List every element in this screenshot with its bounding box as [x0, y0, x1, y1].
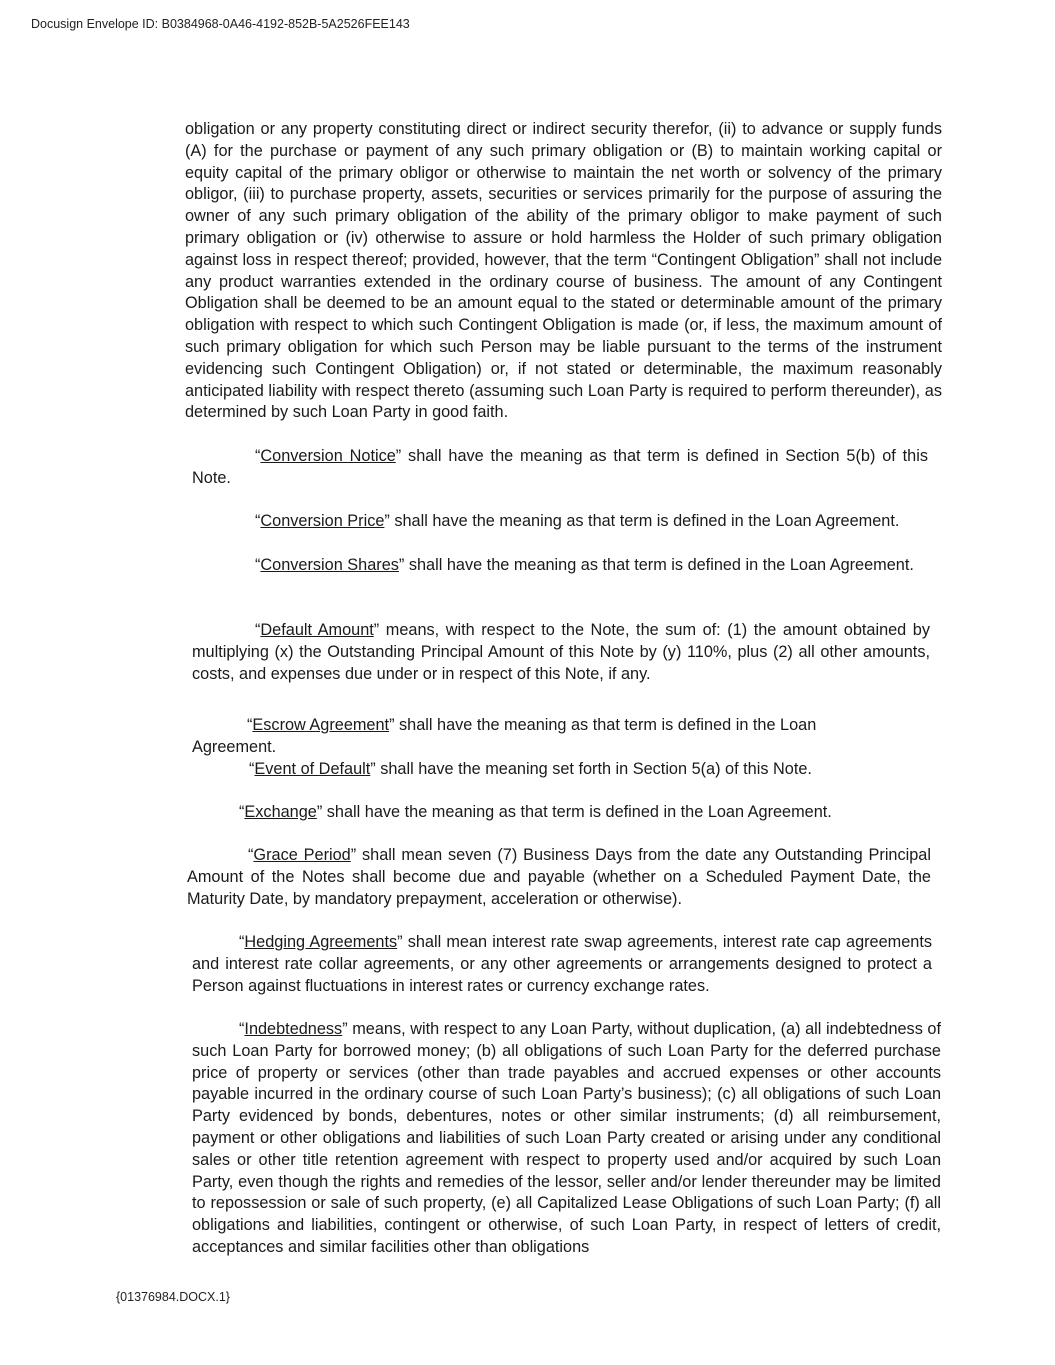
- defined-term: Conversion Notice: [260, 447, 396, 465]
- definition-conversion-price: “Conversion Price” shall have the meaning as that term is defined in the Loan Agreement.: [255, 512, 900, 530]
- document-body: [185, 119, 942, 424]
- defined-term: Event of Default: [254, 760, 371, 778]
- defined-term: Conversion Price: [260, 512, 385, 530]
- definition-text: ” shall have the meaning as that term is defined in Section 5(b) of this Note.: [192, 447, 928, 487]
- definition-text: ” shall have the meaning as that term is defined in the Loan Agreement.: [398, 556, 914, 574]
- intro-paragraph: obligation or any property constituting direct or indirect security therefor, (ii) to advance or supply funds (A) for the purchase or payment of any such primary obligation or (B) to maintain working capital or equity capital of the primary obligor or otherwise to maintain the net worth or solvency of the primary obligor, (iii) to purchase property, assets, securities or services primarily for the purpose of assuring the owner of any such primary obligation of the ability of the primary obligor to make payment of such primary obligation or (iv) otherwise to assure or hold harmless the Holder of such primary obligation against loss in respect thereof; provided, however, that the term “Contingent Obligation” shall not include any product warranties extended in the ordinary course of business. The amount of any Contingent Obligation shall be deemed to be an amount equal to the stated or determinable amount of the primary obligation with respect to which such Contingent Obligation is made (or, if less, the maximum amount of such primary obligation for which such Person may be liable pursuant to the terms of the instrument evidencing such Contingent Obligation) or, if not stated or determinable, the maximum reasonably anticipated liability with respect thereto (assuming such Loan Party is required to perform thereunder), as determined by such Loan Party in good faith.: [185, 120, 942, 422]
- definition-text: ” shall mean seven (7) Business Days from the date any Outstanding Principal Amount of the Notes shall become due and payable (whether on a Scheduled Payment Date, the Maturity Date, by mandatory prepayment, acceleration or otherwise).: [187, 846, 931, 908]
- envelope-id: Docusign Envelope ID: B0384968-0A46-4192-852B-5A2526FEE143: [31, 17, 410, 31]
- defined-term: Conversion Shares: [260, 556, 399, 574]
- definition-text: ” means, with respect to any Loan Party, without duplication, (a) all indebtedness of such Loan Party for borrowed money; (b) all obligations of such Loan Party for the deferred purchase price of property or services (other than trade payables and accrued expenses or other accounts payable incurred in the ordinary course of such Loan Party’s business); (c) all obligations of such Loan Party evidenced by bonds, debentures, notes or other similar instruments; (d) all reimbursement, payment or other obligations and liabilities of such Loan Party created or arising under any conditional sales or other title retention agreement with respect to property used and/or acquired by such Loan Party, even though the rights and remedies of the lessor, seller and/or lender thereunder may be limited to repossession or sale of such property, (e) all Capitalized Lease Obligations of such Loan Party; (f) all obligations and liabilities, contingent or otherwise, of such Loan Party, in respect of letters of credit, acceptances and similar facilities other than obligations: [192, 1020, 941, 1256]
- document-reference: {01376984.DOCX.1}: [116, 1290, 230, 1304]
- defined-term: Grace Period: [253, 846, 351, 864]
- defined-term: Default Amount: [260, 621, 374, 639]
- definition-hedging-agreements: “Hedging Agreements” shall mean interest rate swap agreements, interest rate cap agreements and interest rate collar agreements, or any other agreements or arrangements designed to protect a Person against fluctuations in interest rates or currency exchange rates.: [192, 933, 932, 995]
- definition-grace-period: “Grace Period” shall mean seven (7) Business Days from the date any Outstanding Principal Amount of the Notes shall become due and payable (whether on a Scheduled Payment Date, the Maturity Date, by mandatory prepayment, acceleration or otherwise).: [187, 846, 931, 908]
- definition-conversion-shares: “Conversion Shares” shall have the meaning as that term is defined in the Loan Agreement.: [255, 556, 914, 574]
- definition-text: ” shall have the meaning as that term is defined in the Loan Agreement.: [384, 512, 900, 530]
- defined-term: Escrow Agreement: [252, 716, 390, 734]
- definition-text: ” shall mean interest rate swap agreements, interest rate cap agreements and interest rate collar agreements, or any other agreements or arrangements designed to protect a Person against fluctuations in interest rates or currency exchange rates.: [192, 933, 932, 995]
- definition-escrow-agreement: “Escrow Agreement” shall have the meaning as that term is defined in the Loan Agreement.: [192, 716, 817, 756]
- definition-default-amount: “Default Amount” means, with respect to the Note, the sum of: (1) the amount obtained by multiplying (x) the Outstanding Principal Amount of this Note by (y) 110%, plus (2) all other amounts, costs, and expenses due under or in respect of this Note, if any.: [192, 621, 931, 683]
- definition-text: ” shall have the meaning as that term is defined in the Loan Agreement.: [192, 716, 817, 756]
- definition-text: ” means, with respect to the Note, the sum of: (1) the amount obtained by multiplying (x) the Outstanding Principal Amount of this Note by (y) 110%, plus (2) all other amounts, costs, and expenses due under or in respect of this Note, if any.: [192, 621, 931, 683]
- defined-term: Hedging Agreements: [244, 933, 398, 951]
- definition-text: ” shall have the meaning as that term is defined in the Loan Agreement.: [316, 803, 832, 821]
- defined-term: Exchange: [244, 803, 317, 821]
- definition-conversion-notice: “Conversion Notice” shall have the meaning as that term is defined in Section 5(b) of this Note.: [192, 447, 928, 487]
- definition-event-of-default: “Event of Default” shall have the meaning set forth in Section 5(a) of this Note.: [249, 760, 812, 778]
- definition-text: ” shall have the meaning set forth in Section 5(a) of this Note.: [370, 760, 812, 778]
- definition-indebtedness: “Indebtedness” means, with respect to any Loan Party, without duplication, (a) all indebtedness of such Loan Party for borrowed money; (b) all obligations of such Loan Party for the deferred purchase price of property or services (other than trade payables and accrued expenses or other accounts payable incurred in the ordinary course of such Loan Party’s business); (c) all obligations of such Loan Party evidenced by bonds, debentures, notes or other similar instruments; (d) all reimbursement, payment or other obligations and liabilities of such Loan Party created or arising under any conditional sales or other title retention agreement with respect to property used and/or acquired by such Loan Party, even though the rights and remedies of the lessor, seller and/or lender thereunder may be limited to repossession or sale of such property, (e) all Capitalized Lease Obligations of such Loan Party; (f) all obligations and liabilities, contingent or otherwise, of such Loan Party, in respect of letters of credit, acceptances and similar facilities other than obligations: [192, 1020, 941, 1256]
- definition-exchange: “Exchange” shall have the meaning as that term is defined in the Loan Agreement.: [239, 803, 832, 821]
- defined-term: Indebtedness: [244, 1020, 343, 1038]
